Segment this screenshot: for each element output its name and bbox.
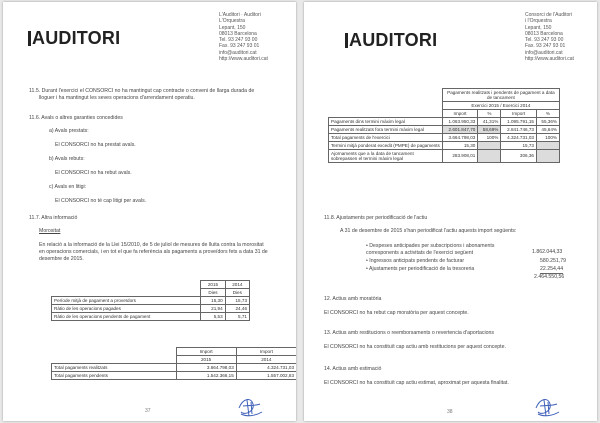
section-11-6-heading: 11.6. Avals o altres garanties concedides <box>29 115 123 121</box>
address-block: Consorci de l'Auditori i l'Orquestra Lepant, 150 08013 Barcelona Tel. 93 247 93 00 Fax. 93 247 93 01 info@auditori.cat http://www.auditori.cat <box>525 12 574 63</box>
table-row: Total pagaments de l'exercici 3.664.798,03 100% 4.324.731,03 100% <box>329 134 560 142</box>
table-row: Període mitjà de pagament a proveïdors 15,30 15,73 <box>52 297 250 305</box>
auditori-logo: AUDITORI <box>28 29 120 47</box>
table-row: Ajornaments que a la data de tancament sobrepassen el termini màxim legal 283.908,01 306,36 <box>329 150 560 163</box>
table-row: Ràtio de les operacions pagades 21,94 24,46 <box>52 305 250 313</box>
morositat-paragraph-3: desembre de 2015. <box>39 256 84 262</box>
table-row: Total pagaments realitzats 3.664.798,03 4.324.731,03 <box>52 364 297 372</box>
paragraph-11-8: A 31 de desembre de 2015 s'han periodificat l'actiu aquests import següents: <box>340 228 517 234</box>
avals-prestats-text: El CONSORCI no ha prestat avals. <box>55 142 136 148</box>
table-row: Total pagaments pendents 1.542.366,15 1.557.002,83 <box>52 372 297 380</box>
signature-stamp <box>235 394 265 420</box>
table-row: Ràtio de les operacions pendents de pagament 5,53 5,71 <box>52 313 250 321</box>
auditori-logo: AUDITORI <box>345 31 437 49</box>
payments-amount-table: Import Import 2015 2014 Total pagaments realitzats 3.664.798,03 4.324.731,03 Total pagaments pendents 1.542.366,15 1.557.002,83 <box>51 347 296 380</box>
payments-table: Pagaments realitzats i pendents de pagament a data de tancament Exercici 2015 / Exercici 2014 Import % Import % Pagaments dins termini màxim legal 1.063.950,33 41,31% 1.095.791,15 55,36% Pagaments realitzats fora termini màxim legal 2.601.847,70 58,69% 2.841.746,73 45,64% Total pagaments de l'exercici 3.664.798,03 100% 4.324.731,03 100% Termini mitjà ponderat excedit (PMPE) de pagaments 15,30 15,73 Ajornaments que a la data de tancament sobrepassen el termini màxim legal 283.908,01 306,36 <box>328 88 560 163</box>
morositat-paragraph-1: En relació a la informació de la Llei 15/2010, de 5 de juliol de mesures de lluita contra la morositat <box>39 242 264 248</box>
address-block: L'Auditori · Auditori L'Orquestra Lepant, 150 08013 Barcelona Tel. 93 247 93 00 Fax. 93 247 93 01 info@auditori.cat http://www.auditori.cat <box>219 12 268 63</box>
paragraph-11-5-cont: lloguer i ha mantingut les seves operacions d'arrendament operatiu. <box>39 95 195 101</box>
list-item: • Ajustaments per periodificació de la tresoreria <box>366 266 475 272</box>
total-value: 2.464.550,56 <box>534 274 565 280</box>
table-row: Pagaments dins termini màxim legal 1.063.950,33 41,31% 1.095.791,15 55,36% <box>329 118 560 126</box>
avals-prestats-heading: a) Avals prestats: <box>49 128 89 134</box>
avals-litigi-text: El CONSORCI no té cap litigi per avals. <box>55 198 147 204</box>
table-row: Termini mitjà ponderat excedit (PMPE) de pagaments 15,30 15,73 <box>329 142 560 150</box>
list-item-value: 580.251,79 <box>540 258 566 264</box>
page-number: 38 <box>447 409 453 415</box>
avals-litigi-heading: c) Avals en litigi: <box>49 184 87 190</box>
payment-period-table: 2015 2014 Dies Dies Període mitjà de pagament a proveïdors 15,30 15,73 Ràtio de les operacions pagades 21,94 24,46 Ràtio de les operacions pendents de pagament 5,53 5,71 <box>51 280 250 321</box>
avals-rebuts-heading: b) Avals rebuts: <box>49 156 85 162</box>
signature-stamp <box>532 394 562 420</box>
paragraph-11-5: 11.5. Durant l'exercici el CONSORCI no ha mantingut cap contracte o conveni de llarga durada de <box>29 88 255 94</box>
paragraph-12: El CONSORCI no ha rebut cap moratòria per aquest concepte. <box>324 310 469 316</box>
list-item-value: 22.254,44 <box>540 266 564 272</box>
document-page-right <box>304 2 597 421</box>
morositat-paragraph-2: en operacions comercials, i en tot el que fa referència als pagaments a proveïdors fets a data 31 de <box>39 249 268 255</box>
list-item: • Despeses anticipades per subscripcions i abonaments corresponents a activitats de l'exercici següent <box>366 243 495 256</box>
paragraph-13: El CONSORCI no ha constituït cap actiu amb restitucions per aquest concepte. <box>324 344 506 350</box>
list-item-value: 1.862.044,33 <box>532 249 563 255</box>
section-13-heading: 13. Actius amb restitucions o reemborsaments o revertencia d'aportacions <box>324 330 494 336</box>
section-11-7-heading: 11.7. Altra informació <box>29 215 78 221</box>
section-11-8-heading: 11.8. Ajustaments per periodificació de l'actiu <box>324 215 428 221</box>
table-row: Pagaments realitzats fora termini màxim legal 2.601.847,70 58,69% 2.841.746,73 45,64% <box>329 126 560 134</box>
document-page-left <box>3 2 296 421</box>
section-12-heading: 12. Actius amb moratòria <box>324 296 382 302</box>
morositat-heading: Morositat <box>39 228 61 234</box>
avals-rebuts-text: El CONSORCI no ha rebut avals. <box>55 170 132 176</box>
section-14-heading: 14. Actius amb estimació <box>324 366 382 372</box>
list-item: • Ingressos anticipats pendents de facturar <box>366 258 465 264</box>
page-number: 37 <box>145 408 151 414</box>
paragraph-14: El CONSORCI no ha constituït cap actiu estimat, aproximat per aquesta finalitat. <box>324 380 509 386</box>
